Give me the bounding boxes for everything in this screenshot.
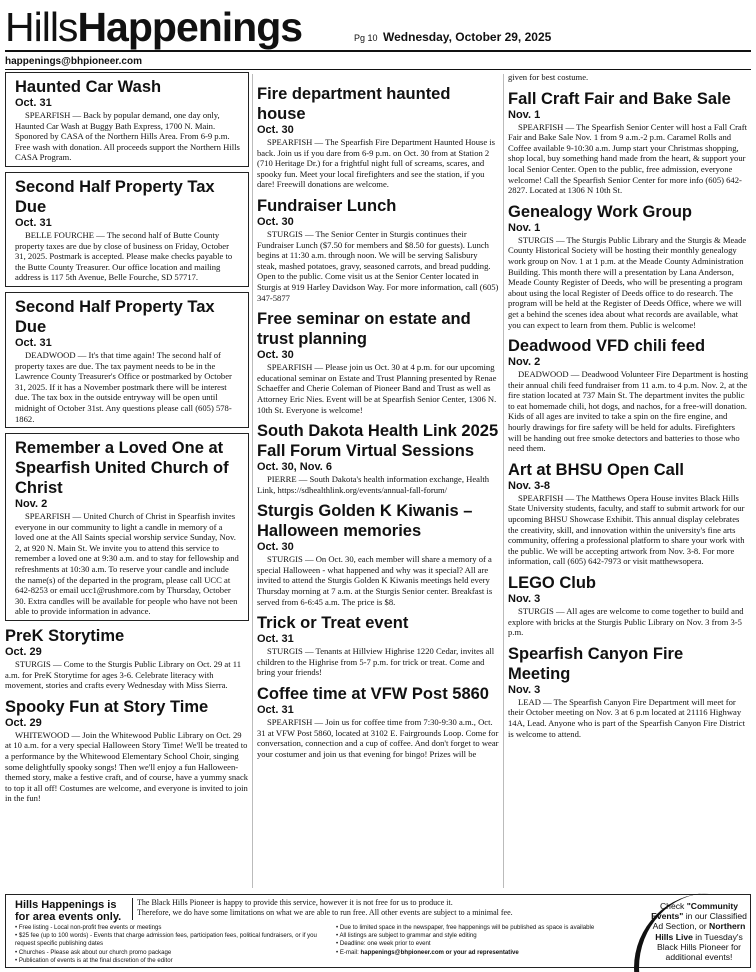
event-listing xyxy=(257,421,499,495)
event-date: Oct. 30 xyxy=(257,349,294,362)
footer-rule: • Churches - Please ask about our church promo package xyxy=(15,948,172,956)
footer-email-rule xyxy=(336,949,636,957)
event-date: Nov. 1 xyxy=(508,221,541,234)
event-body: PIERRE — South Dakota's health information exchange, Health Link, https://sdhealthlink.org/events/annual-fall-forum/ xyxy=(257,474,490,495)
event-title: Remember a Loved One at Spearfish United Church of Christ xyxy=(15,439,229,498)
event-listing xyxy=(508,573,748,638)
event-date: Nov. 3-8 xyxy=(508,479,550,492)
check-text: Check xyxy=(659,901,687,911)
check-text-bold: Northern Hills Live xyxy=(655,921,746,942)
column-3 xyxy=(508,72,748,745)
masthead-rule xyxy=(5,50,751,52)
event-listing xyxy=(257,501,499,607)
logo-light: Hills xyxy=(5,4,78,50)
event-title: Spearfish Canyon Fire Meeting xyxy=(508,644,684,683)
issue-date: Wednesday, October 29, 2025 xyxy=(383,30,552,44)
event-title: Second Half Property Tax Due xyxy=(15,177,215,216)
footer-intro-line: Therefore, we do have some limitations on what we are able to run free. All other events are subject to a minimal fee. xyxy=(137,908,513,917)
footer-rule: • Publication of events is at the final discretion of the editor xyxy=(15,956,173,964)
event-body: SPEARFISH — The Matthews Opera House invites Black Hills State University students, faculty, and staff to submit artwork for our upcoming BHSU Showcase Exhibit. This annual display celebrates the creativity, skill, and innovation within the university's fine arts community, offering a professional platform to share your work with the public. We will be accepting artwork from Nov. 3-8. For more information, call (605) 642-7973 or visit matthewsopera. xyxy=(508,492,745,567)
event-body: SPEARFISH — The Spearfish Fire Department Haunted House is back. Join us if you dare from 6-9 p.m. on Oct. 30 from at Station 2 (710 Heritage Dr.) for a frightful night full of screams, scares, and spooky fun. Meet your local firefighters and see the station, if you dare! Freewill donations are welcome. xyxy=(257,137,496,190)
footer-rule: • All listings are subject to grammar and style editing xyxy=(336,932,477,940)
check-text: in Tuesday's Black Hills Pioneer for additional events! xyxy=(656,931,743,963)
event-date: Nov. 1 xyxy=(508,108,541,121)
event-body: SPEARFISH — Please join us Oct. 30 at 4 p.m. for our upcoming educational seminar on Estate and Trust Planning presented by Renae Schaeffer and Cherie Coleman of Pioneer Band and Trust as well as Attorney Eric Nies. Event will be at Spearfish Senior Center, 1306 N. 10th St. Everyone is welcome! xyxy=(257,362,497,415)
event-date: Nov. 2 xyxy=(15,498,48,511)
event-body: SPEARFISH — Join us for coffee time from 7:30-9:30 a.m., Oct. 31 at VFW Post 5860, located at 3102 E. Fairgrounds Loop. Come for conversation, connection and a cup of coffee. And don't forget to wear your costumer and join us that evening for bingo! Prizes will be xyxy=(257,717,499,759)
logo xyxy=(5,4,302,50)
footer-rule: • Deadline: one week prior to event xyxy=(336,940,431,948)
event-body: STURGIS — On Oct. 30, each member will share a memory of a special Halloween - what happened and why was it special? All are invited to attend the Sturgis Golden K Kiwanis meetings held every Thursday morning at 7 a.m. at the Sturgis Senior center. Breakfast is served from 6-6:45 a.m. The price is $8. xyxy=(257,554,493,607)
event-date: Oct. 30 xyxy=(257,541,294,554)
check-text-bold: "Community Events" xyxy=(651,901,739,922)
event-title: South Dakota Health Link 2025 Fall Forum Virtual Sessions xyxy=(257,422,499,461)
event-date: Oct. 30, Nov. 6 xyxy=(257,461,332,474)
footer-email[interactable]: happenings@bhpioneer.com or your ad representative xyxy=(360,948,519,956)
footer-heading-line: Hills Happenings is xyxy=(15,899,117,911)
event-title: LEGO Club xyxy=(508,574,596,592)
event-listing xyxy=(5,72,249,167)
footer-intro-line: The Black Hills Pioneer is happy to provide this service, however it is not free for us to produce it. xyxy=(137,898,453,907)
event-date: Oct. 31 xyxy=(15,97,52,109)
event-listing xyxy=(5,433,249,621)
footer-rule: • Free listing - Local non-profit free events or meetings xyxy=(15,924,162,931)
event-listing xyxy=(508,89,748,196)
event-date: Oct. 31 xyxy=(257,633,294,646)
event-body: STURGIS — Tenants at Hillview Highrise 1220 Cedar, invites all children to the Highrise from 5-7 p.m. for trick or treat. Come and bring your friends! xyxy=(257,646,495,678)
event-body: WHITEWOOD — Join the Whitewood Public Library on Oct. 29 at 10 a.m. for a very special Halloween Story Time! We'll be treated to a performance by the Whitewood Elementary School Choir, singing some delightfully spooky songs! Then we'll enjoy a fun Halloween-themed story, make a festive craft, and of course, have a yummy snack to top it all off! Costumes are welcome, and everyone is invited to join in the fun! xyxy=(5,729,249,804)
event-body: STURGIS — Come to the Sturgis Public Library on Oct. 29 at 11 a.m. for PreK Storytime for ages 3-6. Celebrate literacy with movement, stories and crafts every Wednesday with Miss Sierra. xyxy=(5,659,242,691)
footer-intro xyxy=(137,898,627,918)
logo-bold: Happenings xyxy=(77,4,303,50)
event-body: DEADWOOD — It's that time again! The second half of property taxes are due. The tax payment needs to be in the Lawrence County Treasurer's Office or postmarked by October 31, 2025. If it has a November postmark there will be interest due. The tax box in the outside entryway will be open until midnight of October 31st. Any questions please call (605) 578-1862. xyxy=(15,349,232,424)
event-date: Oct. 31 xyxy=(257,704,294,717)
event-body: SPEARFISH — United Church of Christ in Spearfish invites everyone in our community to light a candle in memory of a loved one at the All Saints special worship service Sunday, Nov. 2, at 920 N. Main St. We invite you to attend this service to remember a loved one at 9:30 a.m. and to stay for fellowship and refreshments at 10:30 a.m. To reserve your candle and include the name(s) of the departed in the program, please call UCC at 642-8253 or email ucc1@rushmore.com by Thursday, October 30. Extra candles will be available for people who have not been able to provide information in advance. xyxy=(15,511,239,617)
event-title: PreK Storytime xyxy=(5,627,125,646)
event-body: SPEARFISH — Back by popular demand, one day only, Haunted Car Wash at Buggy Bath Express, 1700 N. Main. Sponored by CASA of the Northern Hills Area. From 6-9 p.m. Free wash with donation. All proceeds support the Northern Hills CASA Program. xyxy=(15,110,240,163)
event-title: Second Half Property Tax Due xyxy=(15,297,215,336)
event-date: Oct. 30 xyxy=(257,215,294,228)
event-title: Free seminar on estate and trust planning xyxy=(257,310,471,349)
event-title: Sturgis Golden K Kiwanis – Halloween memories xyxy=(257,502,473,541)
footer-heading-line: for area events only. xyxy=(15,911,122,923)
event-date: Oct. 29 xyxy=(5,646,42,659)
event-listing xyxy=(257,613,499,678)
column-2 xyxy=(257,72,499,765)
contact-email[interactable]: happenings@bhpioneer.com xyxy=(5,56,142,67)
column-divider xyxy=(503,74,504,888)
event-date: Oct. 30 xyxy=(257,124,294,136)
footer-rules-right xyxy=(336,924,636,957)
event-body: STURGIS — The Sturgis Public Library and the Sturgis & Meade County Historical Society will be hosting their monthly genealogy work group on Nov. 1 at 1 p.m. at the Meade County Administration Building. This month there will a presentation by Lana Anderson, Meade County Register of Deeds, who will be presenting a program about using the local Register of Deeds office to do research. The program will be held at the Register of Deeds Office, where we will get a behind the scenes idea about what records are available, what you can expect to learn from them. Public is welcome! xyxy=(508,234,747,330)
column-1 xyxy=(5,72,249,810)
event-date: Oct. 31 xyxy=(15,216,52,229)
event-body: SPEARFISH — The Spearfish Senior Center will host a Fall Craft Fair and Bake Sale Nov. 1 from 9 a.m.-2 p.m. Caramel Rolls and Coffee available 9-10:30 a.m. Jump start your Christmas shopping, shop local, buy something hand made from the heart, & support your local Senior Center. Open to the public, free admission, everyone welcome! Call the Spearfish Senior Center for more info (605) 642-2827. Located at 1306 N 10th St. xyxy=(508,121,747,196)
masthead xyxy=(5,4,751,54)
event-title: Art at BHSU Open Call xyxy=(508,460,685,479)
page-number: Pg 10 xyxy=(354,33,378,43)
event-title: Fundraiser Lunch xyxy=(257,196,397,215)
event-body: DEADWOOD — Deadwood Volunteer Fire Department is hosting their annual chili feed fundraiser from 11 a.m. to 4 p.m. Nov. 2, at the fire station located at 737 Main St. The department invites the public to eat homemade chili, hot dogs, and nachos, for a free-will donation. Kids of all ages are invited to take a spin on the fire engine, and hourly drawings for fire safety will be held for adults. Firefighters will be handing out free smoke detectors and batteries to those who need them. xyxy=(508,369,749,454)
footer-rule: • $25 fee (up to 100 words) - Events that charge admission fees, participation fees, political fundraisers, or if you request specific publishing dates xyxy=(15,932,317,948)
event-date: Nov. 3 xyxy=(508,593,541,605)
event-title: Haunted Car Wash xyxy=(15,78,162,96)
event-listing xyxy=(257,196,499,303)
event-body: BELLE FOURCHE — The second half of Butte County property taxes are due by close of business on Friday, October 31, 2025. Postmark is accepted. Please make checks payable to the Butte County Treasurer. Our office location and mailing address is 117 5th Avenue, Belle Fourche, SD 57717. xyxy=(15,229,233,283)
event-listing xyxy=(5,626,249,691)
check-community-events xyxy=(646,901,752,962)
event-body: LEAD — The Spearfish Canyon Fire Department will meet for their October meeting on Nov. 3 at 6 p.m located at 21116 Highway 14A, Lead. Anyone who is part of the Spearfish Canyon Fire District is welcome to attend. xyxy=(508,696,745,739)
event-listing xyxy=(5,292,249,428)
event-listing xyxy=(508,336,748,454)
event-listing xyxy=(508,644,748,739)
event-date: Nov. 3 xyxy=(508,683,541,696)
event-listing xyxy=(508,460,748,567)
continued-text: given for best costume. xyxy=(508,72,589,82)
check-text: in our Classified Ad Section, or xyxy=(652,911,747,932)
event-listing xyxy=(257,684,499,759)
event-body: STURGIS — All ages are welcome to come together to build and explore with bricks at the Sturgis Public Library on Nov. 3 from 3-5 p.m. xyxy=(508,606,744,638)
event-date: Nov. 2 xyxy=(508,356,541,369)
footer-divider xyxy=(132,898,133,920)
footer-email-prefix: • E-mail: xyxy=(336,948,361,956)
event-body: STURGIS — The Senior Center in Sturgis continues their Fundraiser Lunch ($7.50 for members and $8.50 for guests). Lunch begins at 11:30 a.m. through noon. We will be serving Salisbury steak, mashed potatoes, gravy, seasoned carrots, and bread pudding. Open to the public. Come visit us at the Senior Center located in Sturgis at 919 Harley Davidson Way. For more information, call (605) 347-5877 xyxy=(257,228,499,303)
event-title: Fire department haunted house xyxy=(257,85,451,123)
email-rule xyxy=(5,69,751,70)
event-date: Oct. 29 xyxy=(5,716,42,729)
event-title: Spooky Fun at Story Time xyxy=(5,697,209,716)
event-listing xyxy=(257,84,499,190)
policy-footer xyxy=(5,894,751,968)
event-title: Fall Craft Fair and Bake Sale xyxy=(508,89,731,108)
footer-rule: • Due to limited space in the newspaper, free happenings will be published as space is available xyxy=(336,924,595,931)
footer-rules-left xyxy=(15,924,331,965)
event-listing xyxy=(5,172,249,287)
event-title: Trick or Treat event xyxy=(257,614,409,633)
event-title: Deadwood VFD chili feed xyxy=(508,337,706,356)
event-listing xyxy=(5,697,249,804)
event-title: Coffee time at VFW Post 5860 xyxy=(257,685,489,704)
event-title: Genealogy Work Group xyxy=(508,202,692,221)
event-listing xyxy=(257,309,499,415)
event-date: Oct. 31 xyxy=(15,336,52,349)
footer-heading xyxy=(15,899,121,923)
column-divider xyxy=(252,74,253,888)
event-listing xyxy=(508,202,748,330)
